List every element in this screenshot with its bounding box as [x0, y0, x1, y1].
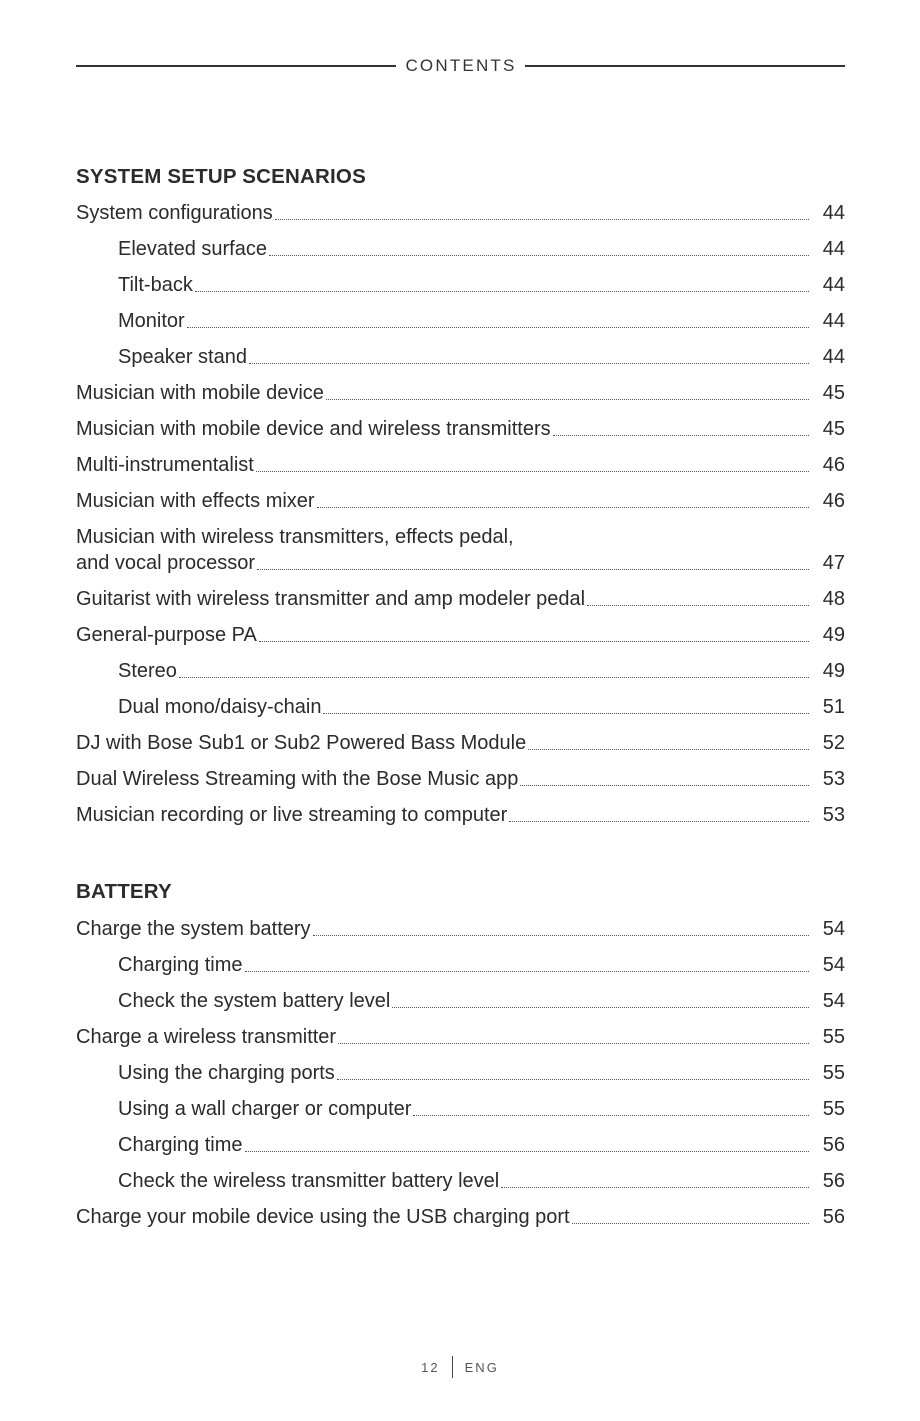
dot-leader — [501, 1168, 809, 1194]
toc-entry-label: Monitor — [118, 310, 185, 332]
toc-entry-page: 56 — [822, 1134, 845, 1156]
toc-entry-page: 56 — [822, 1170, 845, 1192]
toc-entry-elevated-surface[interactable] — [118, 236, 845, 262]
toc-entry-page: 52 — [822, 732, 845, 754]
toc-entry-page: 45 — [822, 418, 845, 440]
toc-entry-label: Charging time — [118, 1134, 243, 1156]
dot-leader — [520, 766, 809, 792]
dot-leader — [245, 1132, 809, 1158]
section-title-battery: BATTERY — [76, 880, 172, 903]
dot-leader — [257, 550, 809, 576]
footer-divider — [452, 1356, 453, 1378]
toc-entry-label: Speaker stand — [118, 346, 247, 368]
dot-leader — [392, 988, 809, 1014]
dot-leader — [587, 586, 809, 612]
toc-entry-stereo[interactable] — [118, 658, 845, 684]
toc-entry-musician-mobile-wireless[interactable] — [76, 416, 845, 442]
page-number: 12 — [421, 1359, 440, 1375]
toc-entry-page: 44 — [822, 274, 845, 296]
toc-entry-label: Tilt-back — [118, 274, 193, 296]
toc-entry-using-wall-charger[interactable] — [118, 1096, 845, 1122]
dot-leader — [413, 1096, 809, 1122]
page-footer — [0, 1356, 920, 1378]
dot-leader — [245, 952, 809, 978]
toc-entry-label: Check the system battery level — [118, 990, 391, 1012]
toc-entry-label: Charge your mobile device using the USB charging port — [76, 1206, 570, 1228]
toc-entry-musician-effects-mixer[interactable] — [76, 488, 845, 514]
dot-leader — [326, 380, 809, 406]
dot-leader — [275, 200, 809, 226]
toc-entry-page: 53 — [822, 804, 845, 826]
toc-entry-guitarist-amp-modeler[interactable] — [76, 586, 845, 612]
toc-entry-label: Guitarist with wireless transmitter and amp modeler pedal — [76, 588, 586, 610]
section-title-system-setup-scenarios: SYSTEM SETUP SCENARIOS — [76, 165, 366, 188]
dot-leader — [249, 344, 809, 370]
toc-entry-label: Musician with wireless transmitters, effects pedal, — [76, 526, 514, 548]
toc-entry-musician-recording-streaming[interactable] — [76, 802, 845, 828]
toc-entry-label-continued: and vocal processor — [76, 552, 255, 574]
toc-entry-musician-wireless-pedal-vocal-line1[interactable] — [76, 524, 845, 550]
dot-leader — [553, 416, 809, 442]
toc-entry-speaker-stand[interactable] — [118, 344, 845, 370]
toc-entry-label: Check the wireless transmitter battery level — [118, 1170, 500, 1192]
toc-entry-charge-system-battery[interactable] — [76, 916, 845, 942]
toc-entry-page: 54 — [822, 918, 845, 940]
toc-entry-label: Charge the system battery — [76, 918, 311, 940]
toc-entry-page: 44 — [822, 346, 845, 368]
toc-entry-page: 55 — [822, 1098, 845, 1120]
toc-entry-system-configurations[interactable] — [76, 200, 845, 226]
toc-entry-page: 44 — [822, 202, 845, 224]
toc-entry-label: General-purpose PA — [76, 624, 257, 646]
toc-entry-page: 49 — [822, 660, 845, 682]
dot-leader — [259, 622, 809, 648]
toc-entry-check-transmitter-battery-level[interactable] — [118, 1168, 845, 1194]
toc-entry-page: 48 — [822, 588, 845, 610]
toc-entry-page: 44 — [822, 238, 845, 260]
dot-leader — [528, 730, 809, 756]
dot-leader — [179, 658, 809, 684]
toc-entry-monitor[interactable] — [118, 308, 845, 334]
toc-entry-page: 46 — [822, 490, 845, 512]
toc-entry-label: Charge a wireless transmitter — [76, 1026, 337, 1048]
toc-entry-musician-with-mobile-device[interactable] — [76, 380, 845, 406]
dot-leader — [187, 308, 809, 334]
toc-entry-label: Musician with mobile device and wireless transmitters — [76, 418, 551, 440]
toc-entry-charging-time-system[interactable] — [118, 952, 845, 978]
toc-entry-dual-mono-daisy-chain[interactable] — [118, 694, 845, 720]
toc-entry-charge-mobile-device-usb[interactable] — [76, 1204, 845, 1230]
toc-entry-page: 47 — [822, 552, 845, 574]
header-rule-right — [525, 65, 845, 66]
header-rule-left — [76, 65, 396, 66]
toc-entry-label: System configurations — [76, 202, 273, 224]
dot-leader — [572, 1204, 809, 1230]
toc-entry-dual-wireless-streaming[interactable] — [76, 766, 845, 792]
dot-leader — [269, 236, 809, 262]
language-code: ENG — [464, 1359, 499, 1375]
toc-entry-label: Musician with mobile device — [76, 382, 324, 404]
toc-entry-page: 53 — [822, 768, 845, 790]
toc-entry-page: 49 — [822, 624, 845, 646]
toc-entry-charging-time-transmitter[interactable] — [118, 1132, 845, 1158]
toc-entry-dj-bose-sub[interactable] — [76, 730, 845, 756]
toc-entry-label: Charging time — [118, 954, 243, 976]
toc-entry-general-purpose-pa[interactable] — [76, 622, 845, 648]
toc-entry-label: Multi-instrumentalist — [76, 454, 254, 476]
toc-entry-page: 54 — [822, 954, 845, 976]
contents-header — [76, 54, 845, 78]
dot-leader — [317, 488, 809, 514]
toc-entry-page: 55 — [822, 1026, 845, 1048]
dot-leader — [323, 694, 809, 720]
toc-entry-charge-wireless-transmitter[interactable] — [76, 1024, 845, 1050]
dot-leader — [338, 1024, 809, 1050]
toc-entry-using-charging-ports[interactable] — [118, 1060, 845, 1086]
toc-entry-label: Using the charging ports — [118, 1062, 335, 1084]
toc-entry-label: Elevated surface — [118, 238, 267, 260]
toc-entry-check-system-battery-level[interactable] — [118, 988, 845, 1014]
toc-entry-label: Using a wall charger or computer — [118, 1098, 412, 1120]
toc-entry-page: 56 — [822, 1206, 845, 1228]
toc-entry-label: Stereo — [118, 660, 177, 682]
toc-entry-page: 45 — [822, 382, 845, 404]
toc-entry-label: Musician recording or live streaming to computer — [76, 804, 508, 826]
toc-entry-label: Dual Wireless Streaming with the Bose Music app — [76, 768, 519, 790]
toc-entry-page: 44 — [822, 310, 845, 332]
toc-entry-tilt-back[interactable] — [118, 272, 845, 298]
dot-leader — [256, 452, 809, 478]
page-title: CONTENTS — [405, 56, 517, 75]
toc-entry-page: 55 — [822, 1062, 845, 1084]
dot-leader — [313, 916, 809, 942]
dot-leader — [337, 1060, 809, 1086]
toc-entry-page: 54 — [822, 990, 845, 1012]
toc-entry-page: 46 — [822, 454, 845, 476]
toc-entry-label: DJ with Bose Sub1 or Sub2 Powered Bass Module — [76, 732, 527, 754]
toc-entry-multi-instrumentalist[interactable] — [76, 452, 845, 478]
toc-entry-label: Musician with effects mixer — [76, 490, 315, 512]
dot-leader — [195, 272, 809, 298]
dot-leader — [509, 802, 809, 828]
toc-entry-label: Dual mono/daisy-chain — [118, 696, 322, 718]
toc-entry-page: 51 — [822, 696, 845, 718]
toc-entry-musician-wireless-pedal-vocal-line2[interactable] — [76, 550, 845, 576]
